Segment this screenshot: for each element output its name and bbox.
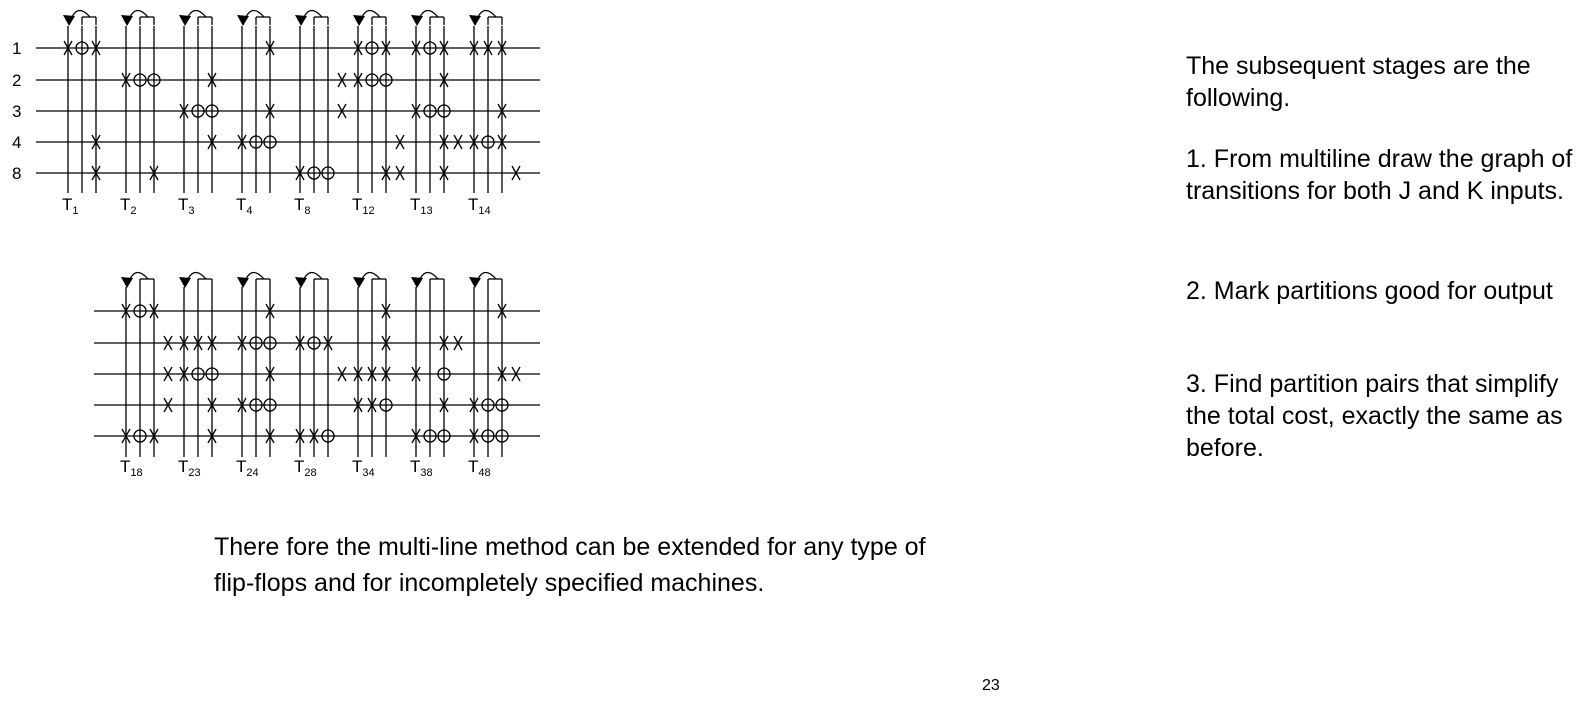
arrowhead-icon (469, 15, 481, 26)
transition-label: $T_{23}$ (178, 457, 201, 479)
stages-intro: The subsequent stages are the following. (1186, 52, 1531, 112)
arrowhead-icon (469, 277, 481, 288)
stage-step-2: 2. Mark partitions good for output (1186, 277, 1553, 305)
arrowhead-icon (411, 15, 423, 26)
transition-label: $T_{48}$ (468, 457, 491, 479)
line-label: 3 (12, 102, 22, 121)
transition-label: $T_1$ (62, 195, 79, 217)
arrowhead-icon (63, 15, 75, 26)
transition-label: $T_{12}$ (352, 195, 375, 217)
transition-label: $T_4$ (236, 195, 253, 217)
arrowhead-icon (121, 277, 133, 288)
transition-label: $T_8$ (294, 195, 311, 217)
transition-label: $T_2$ (120, 195, 137, 217)
arrowhead-icon (237, 15, 249, 26)
arrowhead-icon (121, 15, 133, 26)
transition-label: $T_{38}$ (410, 457, 433, 479)
arrowhead-icon (179, 15, 191, 26)
arrowhead-icon (295, 15, 307, 26)
conclusion-text: There fore the multi-line method can be extended for any type of flip-flops and for incompletely specified machines. (214, 533, 926, 597)
transition-label: $T_{13}$ (410, 195, 433, 217)
arrowhead-icon (411, 277, 423, 288)
arrowhead-icon (353, 277, 365, 288)
transition-label: $T_{34}$ (352, 457, 375, 479)
line-label: 8 (12, 164, 22, 183)
transition-label: $T_{28}$ (294, 457, 317, 479)
arrowhead-icon (237, 277, 249, 288)
transition-label: $T_{24}$ (236, 457, 259, 479)
arrowhead-icon (295, 277, 307, 288)
arrowhead-icon (353, 15, 365, 26)
transition-label: $T_{14}$ (468, 195, 491, 217)
line-label: 2 (12, 71, 22, 90)
transition-label: $T_3$ (178, 195, 195, 217)
stage-step-1: 1. From multiline draw the graph of transitions for both J and K inputs. (1186, 145, 1573, 205)
page-number: 23 (982, 677, 1000, 694)
line-label: 1 (12, 39, 22, 58)
transition-label: $T_{18}$ (120, 457, 143, 479)
arrowhead-icon (179, 277, 191, 288)
line-label: 4 (12, 133, 22, 152)
stage-step-3: 3. Find partition pairs that simplify the total cost, exactly the same as before. (1186, 370, 1563, 462)
